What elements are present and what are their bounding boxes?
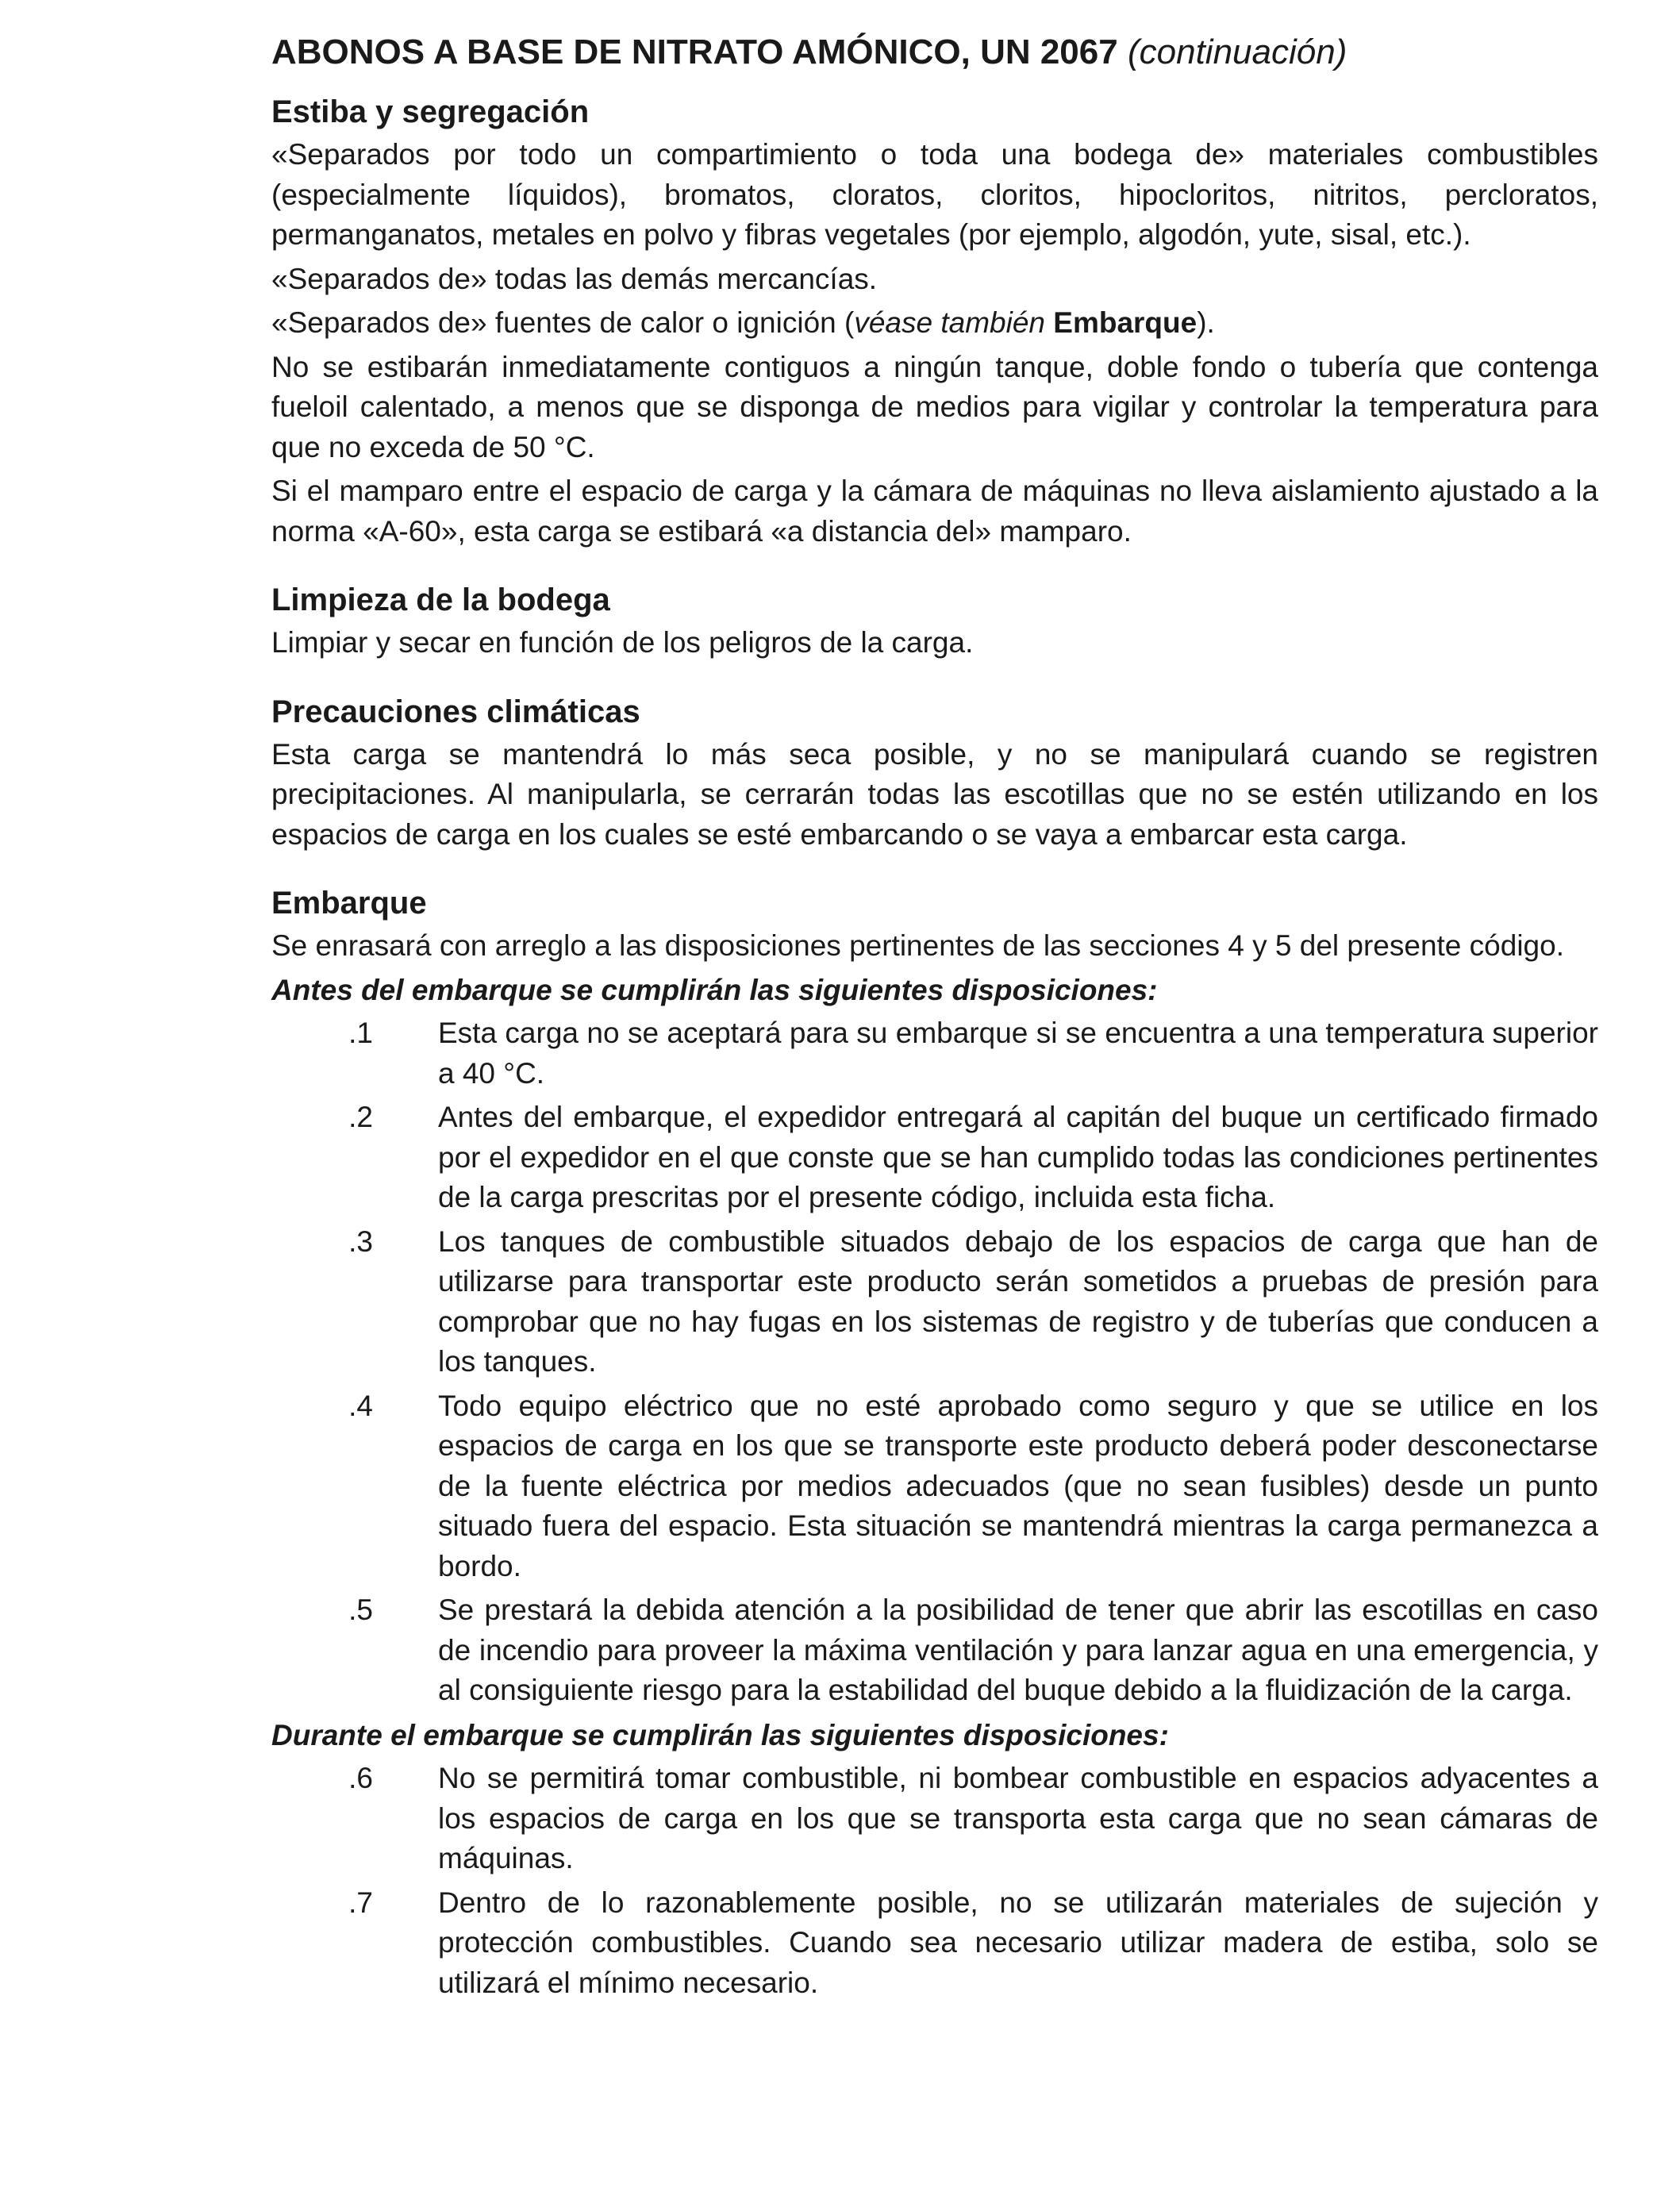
- list-item: [271, 1883, 1598, 2004]
- list-item-number: .1: [348, 1017, 373, 1049]
- paragraph-space: [1045, 306, 1053, 339]
- list-item-number: .5: [348, 1594, 373, 1626]
- paragraph: Limpiar y secar en función de los peligros de la carga.: [271, 626, 974, 659]
- list-item-text: Los tanques de combustible situados debajo de los espacios de carga que han de utilizarse para transportar este producto serán sometidos a pruebas de presión para comprobar que no hay fugas en los sistemas de registro y de tuberías que conducen a los tanques.: [438, 1225, 1598, 1378]
- section-heading-limpieza: Limpieza de la bodega: [271, 582, 610, 617]
- page-title: [271, 27, 1598, 78]
- paragraph: «Separados de» todas las demás mercancías.: [271, 262, 878, 295]
- list-item-text: No se permitirá tomar combustible, ni bombear combustible en espacios adyacentes a los espacios de carga en los que se transporta esta carga que no sean cámaras de máquinas.: [438, 1762, 1598, 1874]
- paragraph: Esta carga se mantendrá lo más seca posible, y no se manipulará cuando se registren precipitaciones. Al manipularla, se cerrarán todas las escotillas que no se estén utilizando en los espacios de carga en los cuales se esté embarcando o se vaya a embarcar esta carga.: [271, 737, 1598, 851]
- paragraph-text: «Separados de» fuentes de calor o ignición (: [271, 306, 855, 339]
- list-item-number: .2: [348, 1101, 373, 1133]
- page-title-continuation: (continuación): [1127, 33, 1347, 71]
- paragraph-italic-text: véase también: [854, 306, 1045, 339]
- list-item: [271, 1098, 1598, 1218]
- list-item-number: .6: [348, 1762, 373, 1794]
- section-heading-embarque: Embarque: [271, 886, 427, 921]
- before-loading-list: [271, 1013, 1598, 1711]
- paragraph: Se enrasará con arreglo a las disposiciones pertinentes de las secciones 4 y 5 del presente código.: [271, 929, 1564, 962]
- section-precauciones: [271, 690, 1598, 855]
- list-item-text: Antes del embarque, el expedidor entregará al capitán del buque un certificado firmado por el expedidor en el que conste que se han cumplido todas las condiciones pertinentes de la carga prescritas por el presente código, incluida esta ficha.: [438, 1101, 1598, 1213]
- paragraph: «Separados por todo un compartimiento o toda una bodega de» materiales combustibles (especialmente líquidos), bromatos, cloratos, cloritos, hipocloritos, nitritos, percloratos, permanganatos, metales en polvo y fibras vegetales (por ejemplo, algodón, yute, sisal, etc.).: [271, 138, 1598, 251]
- list-item: [271, 1013, 1598, 1094]
- page-title-main: ABONOS A BASE DE NITRATO AMÓNICO, UN 2067: [271, 33, 1118, 71]
- cross-reference-link: Embarque: [1053, 306, 1198, 339]
- list-item-text: Dentro de lo razonablemente posible, no se utilizarán materiales de sujeción y protección combustibles. Cuando sea necesario utilizar madera de estiba, solo se utilizará el mínimo necesario.: [438, 1886, 1598, 1999]
- paragraph-text: ).: [1197, 306, 1215, 339]
- list-item: [271, 1759, 1598, 1879]
- list-item-text: Se prestará la debida atención a la posibilidad de tener que abrir las escotillas en caso de incendio para proveer la máxima ventilación y para lanzar agua en una emergencia, y al consiguiente riesgo para la estabilidad del buque debido a la fluidización de la carga.: [438, 1594, 1598, 1706]
- list-item-text: Esta carga no se aceptará para su embarque si se encuentra a una temperatura superior a 40 °C.: [438, 1017, 1598, 1090]
- section-embarque: [271, 882, 1598, 2003]
- list-item-number: .7: [348, 1886, 373, 1919]
- subheading-before-loading: Antes del embarque se cumplirán las siguientes disposiciones:: [271, 973, 1158, 1006]
- paragraph: No se estibarán inmediatamente contiguos a ningún tanque, doble fondo o tubería que contenga fueloil calentado, a menos que se disponga de medios para vigilar y controlar la temperatura para que no exceda de 50 °C.: [271, 350, 1598, 463]
- document-page: [271, 27, 1598, 2030]
- paragraph: [271, 303, 1598, 344]
- list-item-text: Todo equipo eléctrico que no esté aprobado como seguro y que se utilice en los espacios de carga en los que se transporte este producto deberá poder desconectarse de la fuente eléctrica por medios adecuados (que no sean fusibles) desde un punto situado fuera del espacio. Esta situación se mantendrá mientras la carga permanezca a bordo.: [438, 1389, 1598, 1582]
- list-item-number: .3: [348, 1225, 373, 1258]
- subheading-during-loading: Durante el embarque se cumplirán las siguientes disposiciones:: [271, 1718, 1169, 1751]
- list-item: [271, 1590, 1598, 1711]
- section-estiba: [271, 90, 1598, 552]
- section-limpieza: [271, 579, 1598, 663]
- section-heading-precauciones: Precauciones climáticas: [271, 694, 640, 729]
- paragraph: Si el mamparo entre el espacio de carga y la cámara de máquinas no lleva aislamiento ajustado a la norma «A-60», esta carga se estibará «a distancia del» mamparo.: [271, 475, 1598, 548]
- list-item-number: .4: [348, 1389, 373, 1422]
- section-heading-estiba: Estiba y segregación: [271, 94, 590, 129]
- during-loading-list: [271, 1759, 1598, 2003]
- list-item: [271, 1222, 1598, 1382]
- list-item: [271, 1386, 1598, 1587]
